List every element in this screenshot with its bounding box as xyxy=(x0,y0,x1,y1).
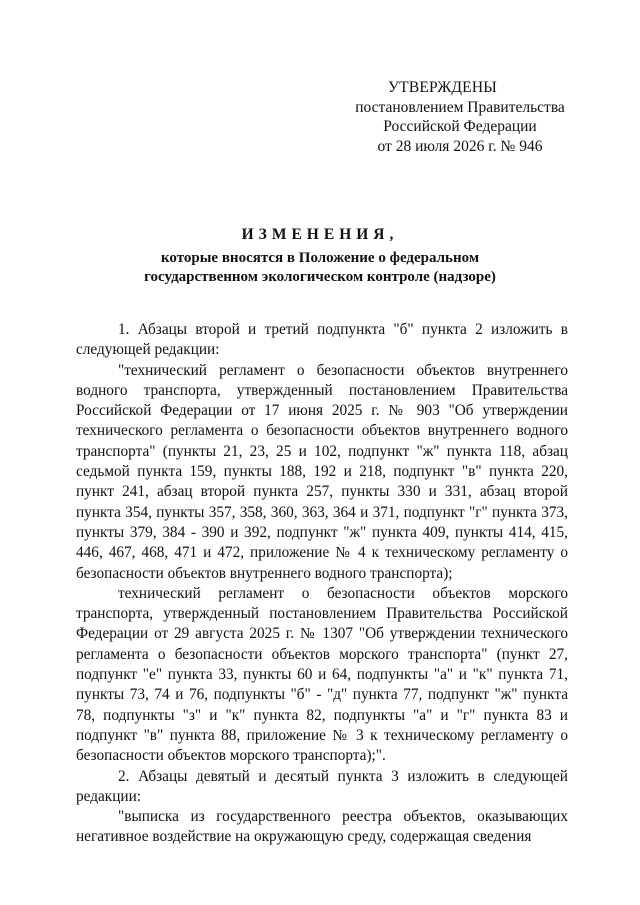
paragraph-3: технический регламент о безопасности объектов морского транспорта, утвержденный постановлением Правительства Российской Федерации от 29 августа 2025 г. № 1307 "Об утверждении технического регламента о безопасности объектов морского транспорта" (пункт 27, подпункт "е" пункта 33, пункты 60 и 64, подпункты "а" и "к" пункта 71, пункты 73, 74 и 76, подпункты "б" - "д" пункта 77, подпункт "ж" пункта 78, подпункты "з" и "к" пункта 82, подпункты "а" и "г" пункта 83 и подпункт "в" пункта 88, приложение № 3 к техническому регламенту о безопасности объектов морского транспорта);". xyxy=(76,584,568,765)
paragraph-1: 1. Абзацы второй и третий подпункта "б" пункта 2 изложить в следующей редакции: xyxy=(76,321,568,359)
document-subtitle xyxy=(60,249,580,287)
subtitle-line-1: которые вносятся в Положение о федеральном xyxy=(160,250,480,266)
approval-line-2: Российской Федерации xyxy=(383,118,537,135)
paragraph-4: 2. Абзацы девятый и десятый пункта 3 изложить в следующей редакции: xyxy=(76,767,568,805)
paragraph-5: "выписка из государственного реестра объектов, оказывающих негативное воздействие на окружающую среду, содержащая сведения xyxy=(76,808,568,846)
subtitle-line-2: государственном экологическом контроле (надзоре) xyxy=(144,269,496,285)
document-body xyxy=(76,320,568,848)
approval-heading: УТВЕРЖДЕНЫ xyxy=(388,79,497,96)
document-title: ИЗМЕНЕНИЯ, xyxy=(241,226,399,243)
approval-line-3: от 28 июля 2026 г. № 946 xyxy=(377,137,543,155)
paragraph-2: "технический регламент о безопасности объектов внутреннего водного транспорта, утвержденный постановлением Правительства Российской Федерации от 17 июня 2025 г. № 903 "Об утверждении технического регламента о безопасности объектов внутреннего водного транспорта" (пункты 21, 23, 25 и 102, подпункт "ж" пункта 118, абзац седьмой пункта 159, пункты 188, 192 и 218, подпункт "в" пункта 220, пункт 241, абзац второй пункта 257, пункты 330 и 331, абзац второй пункта 354, пункты 357, 358, 360, 363, 364 и 371, подпункт "г" пункта 373, пункты 379, 384 - 390 и 392, подпункт "ж" пункта 409, пункты 414, 415, 446, 467, 468, 471 и 472, приложение № 4 к техническому регламенту о безопасности объектов внутреннего водного транспорта); xyxy=(76,361,568,582)
approval-stamp xyxy=(330,78,590,156)
approval-line-1: постановлением Правительства xyxy=(355,98,565,116)
